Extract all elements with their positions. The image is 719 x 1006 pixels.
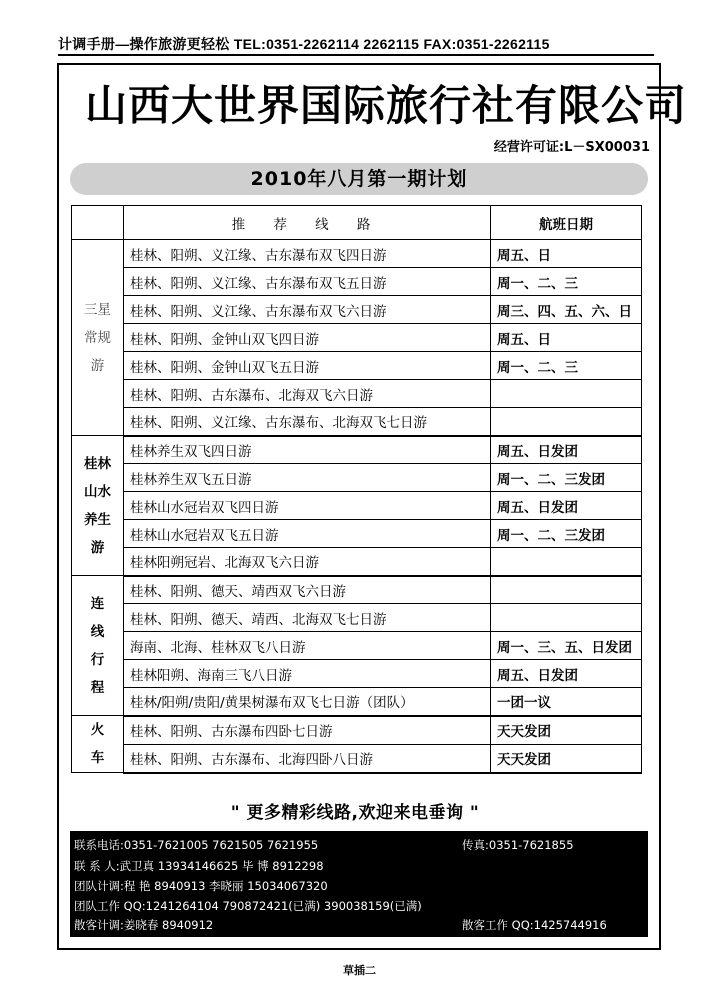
- departure-days: 周一、二、三发团: [491, 464, 642, 492]
- contact-fax: 传真:0351-7621855: [462, 838, 574, 852]
- route-name: 桂林、阳朔、古东瀑布、北海双飞六日游: [124, 380, 491, 408]
- route-name: 桂林、阳朔、古东瀑布四卧七日游: [124, 716, 491, 745]
- route-name: 桂林、阳朔、义江缘、古东瀑布双飞六日游: [124, 296, 491, 324]
- page-number: 草插二: [343, 964, 376, 977]
- category-label: [72, 240, 124, 436]
- route-name: 桂林、阳朔、德天、靖西、北海双飞七日游: [124, 604, 491, 632]
- route-name: 桂林山水冠岩双飞四日游: [124, 492, 491, 520]
- departure-days: 一团一议: [491, 688, 642, 716]
- departure-days: 周五、日: [491, 324, 642, 352]
- departure-days: 周一、三、五、日发团: [491, 632, 642, 660]
- route-name: 桂林、阳朔、义江缘、古东瀑布、北海双飞七日游: [124, 408, 491, 436]
- route-name: 桂林阳朔冠岩、北海双飞六日游: [124, 548, 491, 576]
- category-label-line: 程: [90, 679, 105, 696]
- table-row: [72, 576, 642, 604]
- route-name: 桂林、阳朔、古东瀑布、北海四卧八日游: [124, 744, 491, 773]
- table-row: [72, 352, 642, 380]
- table-row: [72, 268, 642, 296]
- route-name: 桂林、阳朔、德天、靖西双飞六日游: [124, 576, 491, 604]
- table-row: [72, 744, 642, 773]
- group-planning: 团队计调:程 艳 8940913 李晓丽 15034067320: [74, 879, 328, 893]
- route-name: 桂林/阳朔/贵阳/黄果树瀑布双飞七日游（团队）: [124, 688, 491, 716]
- table-row: [72, 632, 642, 660]
- table-header-row: [72, 206, 642, 240]
- table-row: [72, 492, 642, 520]
- departure-days: 周五、日发团: [491, 492, 642, 520]
- category-label: [72, 576, 124, 716]
- category-label-line: 线: [90, 623, 105, 640]
- table-row: [72, 408, 642, 436]
- departure-days: 天天发团: [491, 716, 642, 745]
- header-contact-line: 计调手册—操作旅游更轻松 TEL:0351-2262114 2262115 FAX:0351-2262115: [58, 36, 550, 52]
- departure-days: [491, 548, 642, 576]
- category-label: [72, 716, 124, 773]
- category-label-line: 山水: [84, 483, 111, 500]
- departure-days: 天天发团: [491, 744, 642, 773]
- fit-planning: 散客计调:姜晓春 8940912: [74, 918, 214, 932]
- company-name: 山西大世界国际旅行社有限公司: [85, 81, 688, 130]
- license-number: 经营许可证:L－SX00031: [493, 140, 650, 155]
- category-label-line: 桂林: [84, 455, 111, 472]
- departure-days: 周五、日发团: [491, 436, 642, 464]
- table-row: [72, 380, 642, 408]
- category-label-line: 火: [90, 722, 105, 738]
- route-column-header: 推 荐 线 路: [124, 206, 491, 240]
- table-row: [72, 604, 642, 632]
- table-row: [72, 716, 642, 745]
- category-label-line: 行: [90, 651, 105, 668]
- table-row: [72, 688, 642, 716]
- route-table: [71, 205, 642, 774]
- promo-tagline: " 更多精彩线路,欢迎来电垂询 ": [230, 803, 480, 823]
- plan-title: 2010年八月第一期计划: [70, 163, 648, 195]
- route-name: 桂林、阳朔、义江缘、古东瀑布双飞五日游: [124, 268, 491, 296]
- route-name: 海南、北海、桂林双飞八日游: [124, 632, 491, 660]
- departure-days: [491, 604, 642, 632]
- table-row: [72, 240, 642, 268]
- departure-days: [491, 408, 642, 436]
- table-row: [72, 520, 642, 548]
- contact-phone: 联系电话:0351-7621005 7621505 7621955: [74, 838, 319, 852]
- departure-days: 周一、二、三: [491, 268, 642, 296]
- table-row: [72, 324, 642, 352]
- route-name: 桂林、阳朔、义江缘、古东瀑布双飞四日游: [124, 240, 491, 268]
- departure-days: 周五、日发团: [491, 660, 642, 688]
- group-qq: 团队工作 QQ:1241264104 790872421(已满) 390038159(已满): [74, 899, 422, 913]
- header-divider: [58, 54, 654, 56]
- table-row: [72, 548, 642, 576]
- category-label-line: 养生: [84, 511, 111, 528]
- category-label-line: 连: [90, 595, 105, 612]
- route-name: 桂林阳朔、海南三飞八日游: [124, 660, 491, 688]
- category-label-line: 三星: [84, 301, 111, 318]
- category-label-line: 游: [90, 357, 105, 374]
- category-label-line: 游: [90, 539, 105, 556]
- fit-qq: 散客工作 QQ:1425744916: [462, 918, 607, 932]
- contact-person: 联 系 人:武卫真 13934146625 毕 博 8912298: [74, 859, 324, 873]
- route-name: 桂林、阳朔、金钟山双飞五日游: [124, 352, 491, 380]
- table-row: [72, 464, 642, 492]
- departure-days: 周一、二、三: [491, 352, 642, 380]
- departure-days: [491, 380, 642, 408]
- departure-days: 周三、四、五、六、日: [491, 296, 642, 324]
- route-name: 桂林养生双飞四日游: [124, 436, 491, 464]
- route-name: 桂林、阳朔、金钟山双飞四日游: [124, 324, 491, 352]
- flight-column-header: 航班日期: [491, 206, 642, 240]
- departure-days: 周一、二、三发团: [491, 520, 642, 548]
- table-row: [72, 296, 642, 324]
- route-name: 桂林养生双飞五日游: [124, 464, 491, 492]
- table-row: [72, 660, 642, 688]
- category-label: [72, 436, 124, 576]
- route-name: 桂林山水冠岩双飞五日游: [124, 520, 491, 548]
- contact-panel: [70, 831, 648, 937]
- table-header-blank: [72, 206, 124, 240]
- departure-days: [491, 576, 642, 604]
- table-row: [72, 436, 642, 464]
- category-label-line: 车: [90, 750, 105, 766]
- departure-days: 周五、日: [491, 240, 642, 268]
- category-label-line: 常规: [84, 329, 111, 346]
